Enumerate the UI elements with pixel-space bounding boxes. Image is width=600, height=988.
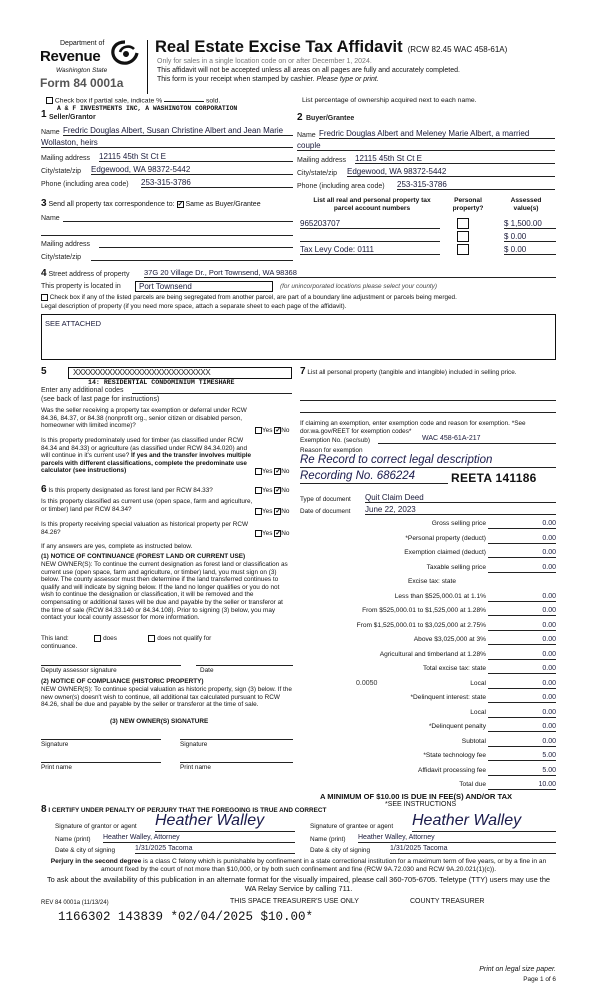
tax-label: Less than $525,000.01 at 1.1% [394,592,486,600]
q1-yes-label: Yes [262,427,273,435]
seller-city[interactable]: Edgewood, WA 98372-5442 [91,165,293,175]
exemption-intro: If claiming an exemption, enter exemption code and reason for exemption. *See dor.wa.gov/REET for exemption codes* [300,420,526,435]
seller-phone-label: Phone (including area code) [41,181,129,188]
same-as-buyer-checkbox[interactable] [177,201,184,208]
tax-row [300,738,556,749]
correspondence-name[interactable] [63,212,293,222]
seller-name-line1[interactable]: Fredric Douglas Albert, Susan Christine Albert and Jean Marie [63,126,293,136]
tax-row [300,636,556,647]
seller-company: A & F INVESTMENTS INC, A WASHINGTON CORPORATION [57,105,238,112]
section5-number: 5 [41,366,47,377]
section5-q1: Was the seller receiving a property tax exemption or deferral under RCW 84.36, 84.37, or 84.38 (nonprofit org., senior citizen or disabled person, homeowner with limited income)? [41,407,247,430]
tax-value[interactable]: 0.00 [488,738,556,747]
seller-mailing[interactable]: 12115 45th St Ct E [99,152,293,162]
street-address[interactable]: 37G 20 Village Dr., Port Townsend, WA 98368 [144,268,556,278]
tax-row-total [300,781,556,792]
s6q3-yes-label: Yes [262,530,273,538]
new-owner-print-label-1: Print name [41,764,72,771]
tax-row [300,578,556,589]
section8-number: 8 [41,804,47,815]
deputy-signature-line[interactable] [41,657,181,666]
correspondence-name-label: Name [41,215,60,222]
buyer-number: 2 [297,112,303,123]
located-select[interactable]: Port Townsend [135,281,273,292]
seller-number: 1 [41,109,47,120]
seller-heading: Seller/Grantor [49,114,96,121]
tax-row [300,520,556,531]
q1-no-label: No [281,427,290,435]
tax-value[interactable]: 0.00 [488,593,556,602]
tax-value[interactable]: 0.00 [488,535,556,544]
parcel-value-1[interactable]: $ 1,500.00 [504,219,556,229]
treasurer-use: THIS SPACE TREASURER'S USE ONLY [230,898,359,905]
tax-label: Total due [459,781,486,788]
segregated-checkbox[interactable] [41,294,48,301]
tax-label: Affidavit processing fee [417,766,486,774]
unincorporated-note: (for unincorporated locations please select your county) [280,283,438,290]
legal-size-note: Print on legal size paper. [479,966,556,973]
correspondence-mailing[interactable] [99,238,293,248]
section6-q1-answer [255,487,289,495]
tax-row [300,549,556,560]
tax-row [300,752,556,763]
notice-compliance-text: NEW OWNER(S): To continue special valuation as historic property, sign (3) below. If the new owner(s) doesn't wish to continue, all additional tax calculated pursuant to RCW 84.26, shall be due and payable by the seller or transferor at the time of sale. [41,686,292,709]
header-note2: This affidavit will not be accepted unless all areas on all pages are fully and accurately completed. [157,67,460,74]
exemption-no[interactable]: WAC 458-61A-217 [378,435,556,444]
tax-value[interactable]: 0.00 [488,723,556,732]
land-does-label: does [103,635,117,643]
tax-row [300,622,556,633]
parcel-col-personal: Personal property? [452,197,484,212]
correspondence-row [41,198,261,209]
treasurer-stamp: 1166302 143839 *02/04/2025 $10.00* [58,910,314,924]
section5-q2-bold: If yes and the transfer involves multiple parcels with different classifications, complete the predominate use calculator (see instructions) [41,452,252,475]
title-ref: (RCW 82.45 WAC 458-61A) [407,45,508,54]
deputy-date-line[interactable] [196,657,293,666]
correspondence-name-line2[interactable] [41,226,293,236]
tax-label: From $1,525,000.01 to $3,025,000 at 2.75% [356,621,486,629]
tax-label: Subtotal [461,737,486,745]
tax-label: Agricultural and timberland at 1.28% [379,650,486,658]
parcel-number-3[interactable]: Tax Levy Code: 0111 [300,245,440,255]
doc-type[interactable]: Quit Claim Deed [365,493,556,503]
correspondence-section [41,198,294,268]
minimum-line1: A MINIMUM OF $10.00 IS DUE IN FEE(S) AND/OR TAX [320,792,513,801]
buyer-phone-label: Phone (including area code) [297,183,385,190]
segregated-row [41,294,457,302]
struck-code: XXXXXXXXXXXXXXXXXXXXXXXXXXXX [73,368,211,378]
buyer-name-label: Name [297,132,316,139]
this-land-label: This land: [41,635,69,643]
street-label: Street address of property [48,271,130,278]
buyer-phone[interactable]: 253-315-3786 [397,180,555,190]
tax-row [300,723,556,734]
buyer-heading: Buyer/Grantee [306,115,355,122]
q2-yes-label: Yes [262,468,273,476]
buyer-name-line1[interactable]: Fredric Douglas Albert and Meleney Marie Albert, a married [319,129,555,139]
partial-sale-sold: sold. [205,97,221,105]
tax-value[interactable]: 0.00 [488,694,556,703]
correspondence-number: 3 [41,198,47,209]
tax-value[interactable]: 5.00 [488,752,556,761]
new-owner-print-1[interactable] [41,754,161,763]
parcel-number-1[interactable]: 965203707 [300,219,440,229]
section6-q3-answer [255,530,289,538]
tax-row [300,767,556,778]
land-does-not-checkbox[interactable] [148,635,155,642]
tax-row [300,665,556,676]
correspondence-label: Send all property tax correspondence to: [48,201,175,208]
segregated-label: Check box if any of the listed parcels are being segregated from another parcel, are part of a boundary line adjustment or parcels being merged. [49,294,457,302]
tax-value[interactable]: 0.00 [488,665,556,674]
section5-q1-answer [255,427,289,435]
tax-row [300,607,556,618]
tax-value[interactable]: 10.00 [488,781,556,790]
local-rate: 0.0050 [356,679,378,687]
parcel-value-2[interactable]: $ 0.00 [504,232,556,242]
certify-text: I CERTIFY UNDER PENALTY OF PERJURY THAT THE FOREGOING IS TRUE AND CORRECT [48,807,327,814]
tax-value[interactable]: 0.00 [488,709,556,718]
s6q1-yes-checkbox[interactable] [255,487,262,494]
section5-q2 [41,437,256,475]
grantor-date[interactable]: 1/31/2025 Tacoma [135,845,295,854]
doc-type-label: Type of document [300,496,351,503]
parcel-number-2[interactable] [300,232,440,242]
form-title [155,38,507,57]
tax-value[interactable]: 0.00 [488,607,556,616]
buyer-city[interactable]: Edgewood, WA 98372-5442 [347,167,555,177]
county-treasurer: COUNTY TREASURER [410,898,485,905]
land-does-checkbox[interactable] [94,635,101,642]
tax-value[interactable]: 0.00 [488,651,556,660]
tax-value[interactable]: 0.00 [488,622,556,631]
new-owner-signature-label-2: Signature [180,741,208,748]
tax-row [300,593,556,604]
personal-property-line1[interactable] [300,392,556,401]
s6q1-yes-label: Yes [262,487,273,495]
land-does-not-label: does not qualify for [157,635,212,643]
seller-name-label: Name [41,129,60,136]
tax-value[interactable]: 5.00 [488,767,556,776]
grantee-sig-label: Signature of grantee or agent [310,823,394,830]
reason-line1[interactable]: Re Record to correct legal description [300,454,556,468]
section6-number: 6 [41,484,47,495]
legal-description[interactable]: SEE ATTACHED [41,314,556,360]
grantor-date-label: Date & city of signing [55,847,116,854]
header-note3-italic: Please type or print. [316,76,379,83]
legal-label: Legal description of property (if you need more space, attach a separate sheet to each page of the affidavit). [41,303,347,310]
grantor-signature[interactable]: Heather Walley [155,812,295,832]
section5-q2-text: Is this property predominately used for timber (as classified under RCW 84.34 and 84.33) or agriculture (as classified under RCW 84.34.020) and will continue in it's current use? [41,437,248,460]
if-yes-note: If any answers are yes, complete as instructed below. [41,543,193,550]
parcel-col-assessed: Assessed value(s) [510,197,542,212]
parcel-personal-checkbox-1[interactable] [457,218,469,229]
doc-date[interactable]: June 22, 2023 [365,505,556,515]
grantee-signature[interactable]: Heather Walley [412,812,556,832]
parcel-personal-checkbox-2[interactable] [457,231,469,242]
q2-no-label: No [281,468,290,476]
page-number: Page 1 of 6 [523,976,556,983]
tax-row [300,709,556,720]
parcel-col-numbers: List all real and personal property tax parcel account numbers [313,197,431,212]
buyer-city-label: City/state/zip [297,170,338,177]
s6q3-yes-checkbox[interactable] [255,530,262,537]
s6q3-no-label: No [281,530,290,538]
tax-value[interactable]: 0.00 [488,564,556,573]
s6q1-no-label: No [281,487,290,495]
new-owner-signature-1[interactable] [41,731,161,740]
grantee-date[interactable]: 1/31/2025 Tacoma [390,845,556,854]
new-owner-signature-label-1: Signature [41,741,69,748]
dept-line2: Revenue [40,48,101,65]
reeta-stamp: REETA 141186 [451,471,537,485]
seller-name-line2[interactable]: Wollaston, heirs [41,138,293,148]
tax-row [300,535,556,546]
tax-label: Total excise tax: state [422,665,486,672]
s6q2-no-label: No [281,508,290,516]
header-note3 [157,76,379,83]
street-number: 4 [41,268,47,279]
buyer-mailing[interactable]: 12115 45th St Ct E [355,154,555,164]
revenue-swirl-icon [110,40,140,66]
tax-label: Excise tax: state [407,578,456,585]
notice-continuance-heading: (1) NOTICE OF CONTINUANCE (FOREST LAND OR CURRENT USE) [41,553,246,560]
deputy-date-label: Date [200,667,214,674]
correspondence-mailing-label: Mailing address [41,241,91,248]
section6-q2-answer [255,508,289,516]
dor-logo [40,40,140,96]
section6-q1-text: Is this property designated as forest land per RCW 84.33? [48,487,213,494]
ownership-note: List percentage of ownership acquired next to each name. [302,97,477,104]
s6q2-yes-checkbox[interactable] [255,508,262,515]
minimum-line2: *SEE INSTRUCTIONS [385,801,457,808]
tax-label: Local [470,708,486,716]
tax-row [300,694,556,705]
section7-text: List all personal property (tangible and intangible) included in selling price. [307,369,517,376]
parcel-value-3[interactable]: $ 0.00 [504,245,556,255]
tax-label: *Personal property (deduct) [405,534,486,542]
tax-value[interactable]: 0.00 [488,680,556,689]
deputy-signature-label: Deputy assessor signature [41,667,117,674]
parcel-table [298,197,556,267]
tax-value[interactable]: 0.00 [488,636,556,645]
reason-line2[interactable]: Recording No. 686224 [300,470,448,484]
header-divider [147,40,148,94]
personal-property-line2[interactable] [300,404,556,413]
partial-sale-row [46,97,220,104]
seller-mailing-label: Mailing address [41,155,91,162]
rev-number: REV 84 0001a (11/13/24) [41,900,109,906]
new-owner-print-2[interactable] [180,754,293,763]
property-use-code: 14: RESIDENTIAL CONDOMINIUM TIMESHARE [88,379,235,386]
partial-sale-label: Check box if partial sale, indicate % [54,97,163,105]
grantor-sig-label: Signature of grantor or agent [55,823,137,830]
dept-line1: Department of [60,40,105,47]
notice-compliance-heading: (2) NOTICE OF COMPLIANCE (HISTORIC PROPERTY) [41,678,204,685]
form-number: Form 84 0001a [40,76,124,90]
same-as-buyer-label: Same as Buyer/Grantee [185,201,261,208]
property-use-box[interactable] [68,367,292,379]
perjury-notice [41,858,556,873]
tax-table [300,520,556,780]
notice-continuance-text: NEW OWNER(S): To continue the current designation as forest land or classification as current use (open space, farm and agriculture, or timber) land, you must sign on (3) below. The county assessor must then determine if the land transferred continues to qualify and will indicate by signing below. If the land no longer qualifies or you do not wish to continue the designation or classification, it will be removed and the compensating or additional taxes will be due and payable by the seller or transferor at the time of sale (RCW 84.33.140 or 84.34.108). Prior to signing (3) below, you may contact your local county assessor for more information. [41,561,288,622]
section6-q3: Is this property receiving special valuation as historical property per RCW 84.26? [41,521,249,536]
section7-label [300,368,556,377]
tax-value[interactable]: 0.00 [488,549,556,558]
tax-label: Taxable selling price [426,563,486,571]
tax-label: Local [470,679,486,687]
accessibility-notice: To ask about the availability of this publication in an alternate format for the visually impaired, please call 360-705-6705. Teletype (TTY) users may use the WA Relay Service by calling 711. [46,875,551,893]
tax-label: *Delinquent interest: state [410,694,486,701]
tax-label: Above $3,025,000 at 3% [413,636,486,643]
new-owner-signature-heading: (3) NEW OWNER(S) SIGNATURE [110,718,209,725]
tax-label: *Delinquent penalty [428,723,486,730]
parcel-personal-checkbox-3[interactable] [457,244,469,255]
partial-sale-checkbox[interactable] [46,97,53,104]
tax-label: Exemption claimed (deduct) [404,549,486,556]
tax-row [300,564,556,575]
tax-value[interactable]: 0.00 [488,520,556,529]
seller-phone[interactable]: 253-315-3786 [141,178,293,188]
q2-yes-checkbox[interactable] [255,468,262,475]
section7-number: 7 [300,366,306,377]
grantee-date-label: Date & city of signing [310,847,371,854]
title-text: Real Estate Excise Tax Affidavit [155,38,403,56]
grantee-name-label: Name (print) [310,836,346,843]
section6-q1 [41,486,256,495]
located-label: This property is located in [41,283,121,290]
grantee-name[interactable]: Heather Walley, Attorney [358,834,556,843]
header-note1: Only for sales in a single location code on or after December 1, 2024. [157,58,372,65]
tax-label: From $525,000.01 to $1,525,000 at 1.28% [362,607,486,614]
see-back-note: (see back of last page for instructions) [41,396,160,403]
new-owner-signature-2[interactable] [180,731,293,740]
s6q2-yes-label: Yes [262,508,273,516]
header-note3-text: This form is your receipt when stamped by cashier. [157,76,315,83]
q1-yes-checkbox[interactable] [255,427,262,434]
reason-label: Reason for exemption [300,447,363,454]
correspondence-city[interactable] [91,251,293,261]
perjury-bold: Perjury in the second degree [50,858,142,865]
new-owner-print-label-2: Print name [180,764,211,771]
tax-row [300,651,556,662]
grantor-name-label: Name (print) [55,836,91,843]
doc-date-label: Date of document [300,508,351,515]
tax-label: *State technology fee [423,752,486,759]
section6-q2: Is this property classified as current use (open space, farm and agriculture, or timber) land per RCW 84.34? [41,498,253,513]
seller-city-label: City/state/zip [41,168,82,175]
this-land-row [41,635,211,643]
section5-q2-answer [255,468,289,476]
additional-codes-label: Enter any additional codes [41,387,124,394]
correspondence-city-label: City/state/zip [41,254,82,261]
continuance-label: continuance. [41,643,78,650]
tax-row [300,680,556,691]
dept-line3: Washington State [56,67,108,74]
buyer-mailing-label: Mailing address [297,157,347,164]
exemption-no-label: Exemption No. (sec/sub) [300,437,370,444]
additional-codes-field[interactable] [132,386,292,394]
buyer-name-line2[interactable]: couple [297,141,555,151]
perjury-text: is a class C felony which is punishable by confinement in a state correctional institution for a maximum term of five years, or by a fine in an amount fixed by the court of not more than $10,000, or by both such confinement and fine (RCW 9A.72.030 and RCW 9A.20.021(1)(c)). [100,858,547,873]
grantor-name[interactable]: Heather Walley, Attorney [103,834,295,843]
tax-label: Gross selling price [431,520,486,527]
